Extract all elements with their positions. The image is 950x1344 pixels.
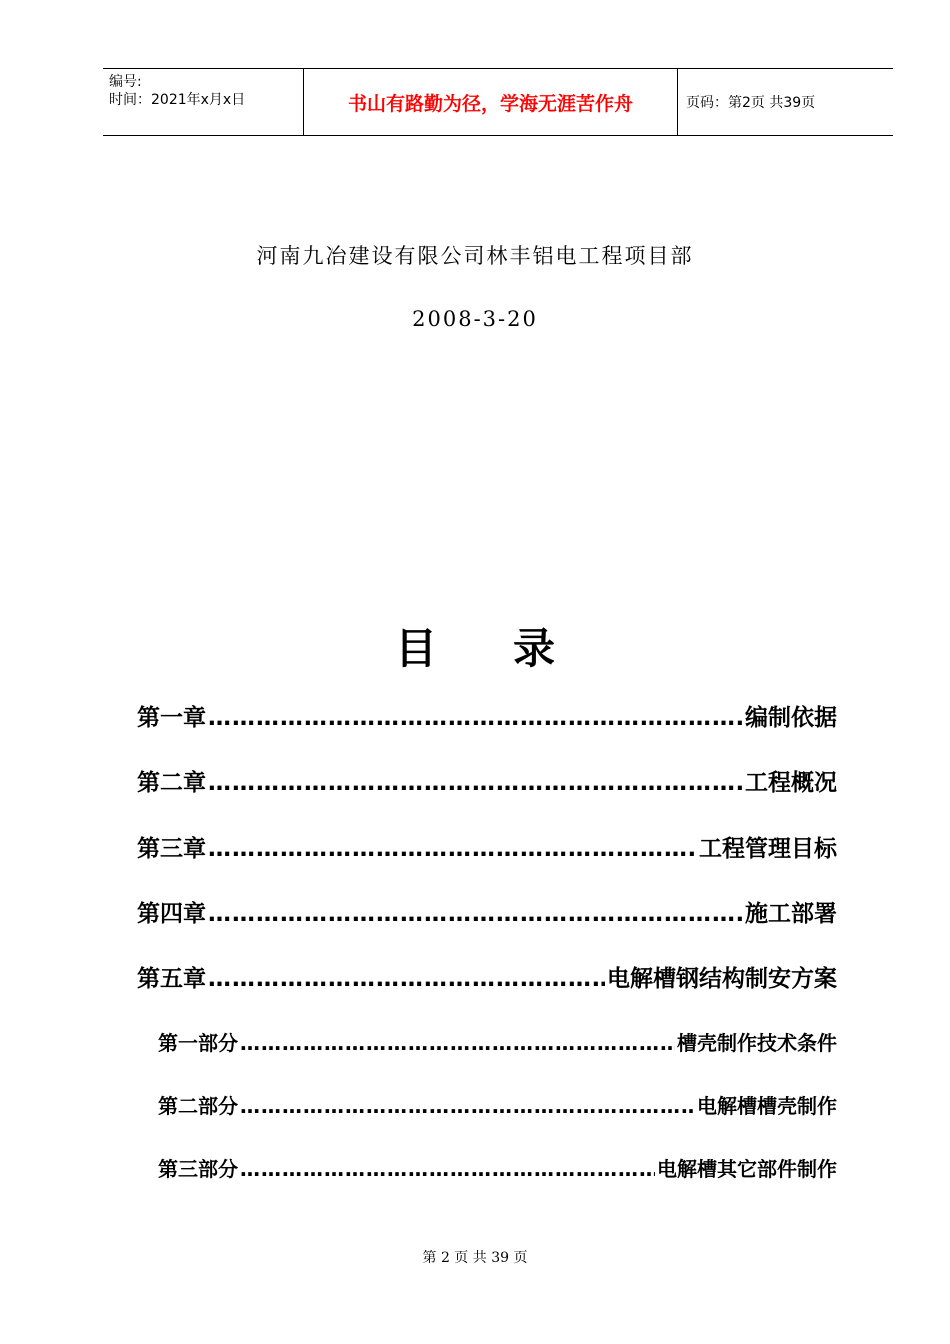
toc-chapter-label: 第一章: [137, 705, 206, 731]
toc-chapter-label: 第四章: [137, 901, 206, 927]
toc-part-label: 第一部分: [158, 1031, 238, 1055]
toc-title-char-2: 录: [513, 624, 556, 673]
document-date: 2008-3-20: [412, 307, 538, 331]
toc-title-char-1: 目: [394, 624, 437, 673]
page-header: [103, 68, 893, 136]
toc-entry-chapter-5[interactable]: [137, 960, 837, 993]
toc-part-label: 第二部分: [158, 1094, 238, 1118]
toc-chapter-label: 第五章: [137, 966, 206, 992]
toc-chapter-title: 电解槽钢结构制安方案: [607, 966, 837, 992]
toc-entry-chapter-2[interactable]: [137, 764, 837, 797]
document-time-label: 时间：2021年x月x日: [109, 92, 246, 108]
page-footer: 第 2 页 共 39 页: [422, 1250, 528, 1266]
toc-leader-dots: [208, 966, 605, 992]
toc-part-label: 第三部分: [158, 1157, 238, 1181]
toc-leader-dots: [240, 1031, 675, 1055]
toc-entry-part-2[interactable]: [158, 1090, 837, 1119]
toc-chapter-label: 第三章: [137, 836, 206, 862]
toc-entry-chapter-1[interactable]: [137, 699, 837, 732]
toc-chapter-title: 施工部署: [745, 901, 837, 927]
toc-entry-part-1[interactable]: [158, 1027, 837, 1056]
header-info-cell: [103, 69, 304, 135]
company-name: 河南九冶建设有限公司林丰铝电工程项目部: [256, 244, 694, 268]
toc-title: [0, 616, 950, 676]
toc-leader-dots: [240, 1094, 695, 1118]
toc-leader-dots: [240, 1157, 655, 1181]
toc-leader-dots: [208, 901, 743, 927]
toc-entry-part-3[interactable]: [158, 1153, 837, 1182]
toc-part-title: 槽壳制作技术条件: [677, 1031, 837, 1055]
toc-leader-dots: [208, 705, 743, 731]
toc-chapter-title: 工程概况: [745, 770, 837, 796]
toc-entry-chapter-3[interactable]: [137, 830, 837, 863]
toc-part-title: 电解槽槽壳制作: [697, 1094, 837, 1118]
toc-leader-dots: [208, 770, 743, 796]
toc-chapter-label: 第二章: [137, 770, 206, 796]
header-motto: 书山有路勤为径，学海无涯苦作舟: [304, 69, 678, 135]
header-page-number: 页码：第2页 共39页: [686, 95, 816, 111]
toc-entry-chapter-4[interactable]: [137, 895, 837, 928]
toc-part-title: 电解槽其它部件制作: [657, 1157, 837, 1181]
document-number-label: 编号:: [109, 74, 142, 90]
toc-chapter-title: 工程管理目标: [699, 836, 837, 862]
toc-chapter-title: 编制依据: [745, 705, 837, 731]
toc-leader-dots: [208, 836, 697, 862]
